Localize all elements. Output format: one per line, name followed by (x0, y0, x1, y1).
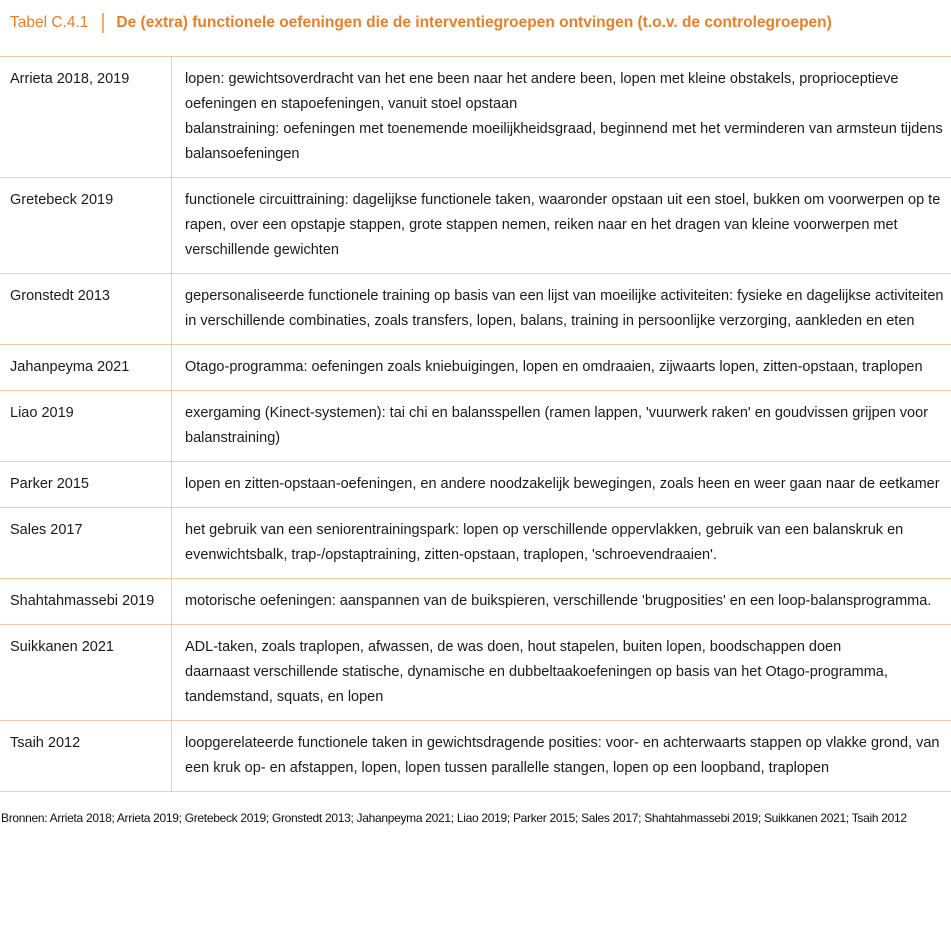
table-row (0, 391, 951, 462)
description-paragraph: functionele circuittraining: dagelijkse functionele taken, waaronder opstaan uit een stoel, bukken om voorwerpen op te rapen, over een opstapje stappen, grote stappen nemen, reiken naar en het dragen van kleine voorwerpen met verschillende gewichten (185, 192, 941, 258)
study-cell: Arrieta 2018, 2019 (0, 57, 172, 177)
table-row (0, 178, 951, 274)
study-cell: Tsaih 2012 (0, 721, 172, 791)
table-row (0, 274, 951, 345)
table-title: De (extra) functionele oefeningen die de interventiegroepen ontvingen (t.o.v. de controlegroepen) (116, 14, 832, 31)
description-cell (172, 721, 951, 791)
study-cell: Suikkanen 2021 (0, 625, 172, 720)
table-body (0, 57, 951, 792)
description-paragraph: balanstraining: oefeningen met toenemende moeilijkheidsgraad, beginnend met het verminderen van armsteun tijdens balansoefeningen (185, 121, 943, 162)
description-paragraph: loopgerelateerde functionele taken in gewichtsdragende posities: voor- en achterwaarts stappen op vlakke grond, van een kruk op- en afstappen, lopen, lopen tussen parallelle stangen, lopen op een loopband, traplopen (185, 735, 940, 776)
study-cell: Parker 2015 (0, 462, 172, 507)
table-row (0, 579, 951, 625)
description-paragraph: exergaming (Kinect-systemen): tai chi en balansspellen (ramen lappen, 'vuurwerk raken' en goudvissen grijpen voor balanstraining) (185, 405, 929, 446)
table-row (0, 345, 951, 391)
description-paragraph: Otago-programma: oefeningen zoals kniebuigingen, lopen en omdraaien, zijwaarts lopen, zitten-opstaan, traplopen (185, 359, 923, 375)
table-row (0, 508, 951, 579)
table-number-label: Tabel C.4.1 (10, 14, 89, 31)
description-cell (172, 345, 951, 390)
description-cell (172, 462, 951, 507)
study-cell: Jahanpeyma 2021 (0, 345, 172, 390)
description-paragraph: het gebruik van een seniorentrainingspark: lopen op verschillende oppervlakken, gebruik van een balanskruk en evenwichtsbalk, trap-/opstaptraining, zitten-opstaan, traplopen, 'schroevendraaien'. (185, 522, 904, 563)
study-cell: Shahtahmassebi 2019 (0, 579, 172, 624)
description-cell (172, 625, 951, 720)
description-paragraph: lopen en zitten-opstaan-oefeningen, en andere noodzakelijk bewegingen, zoals heen en weer gaan naar de eetkamer (185, 476, 940, 492)
description-paragraph: daarnaast verschillende statische, dynamische en dubbeltaakoefeningen op basis van het Otago-programma, tandemstand, squats, en lopen (185, 664, 888, 705)
interventions-table (0, 56, 951, 792)
description-paragraph: gepersonaliseerde functionele training op basis van een lijst van moeilijke activiteiten: fysieke en dagelijkse activiteiten in verschillende combinaties, zoals transfers, lopen, balans, training in persoonlijke verzorging, aankleden en eten (185, 288, 944, 329)
study-cell: Liao 2019 (0, 391, 172, 461)
table-row (0, 721, 951, 792)
table-row (0, 462, 951, 508)
study-cell: Gretebeck 2019 (0, 178, 172, 273)
table-row (0, 625, 951, 721)
description-cell (172, 579, 951, 624)
table-row (0, 57, 951, 178)
header-divider-line (102, 13, 104, 33)
description-paragraph: lopen: gewichtsoverdracht van het ene been naar het andere been, lopen met kleine obstakels, proprioceptieve oefeningen en stapoefeningen, vanuit stoel opstaan (185, 71, 899, 112)
description-paragraph: motorische oefeningen: aanspannen van de buikspieren, verschillende 'brugposities' en een loop-balansprogramma. (185, 593, 932, 609)
sources-footnote: Bronnen: Arrieta 2018; Arrieta 2019; Gretebeck 2019; Gronstedt 2013; Jahanpeyma 2021; Liao 2019; Parker 2015; Sales 2017; Shahtahmassebi 2019; Suikkanen 2021; Tsaih 2012 (1, 811, 907, 825)
description-cell (172, 57, 951, 177)
study-cell: Sales 2017 (0, 508, 172, 578)
description-cell (172, 391, 951, 461)
description-cell (172, 178, 951, 273)
table-header (0, 11, 951, 35)
study-cell: Gronstedt 2013 (0, 274, 172, 344)
description-cell (172, 508, 951, 578)
description-cell (172, 274, 951, 344)
description-paragraph: ADL-taken, zoals traplopen, afwassen, de was doen, hout stapelen, buiten lopen, boodschappen doen (185, 639, 842, 655)
